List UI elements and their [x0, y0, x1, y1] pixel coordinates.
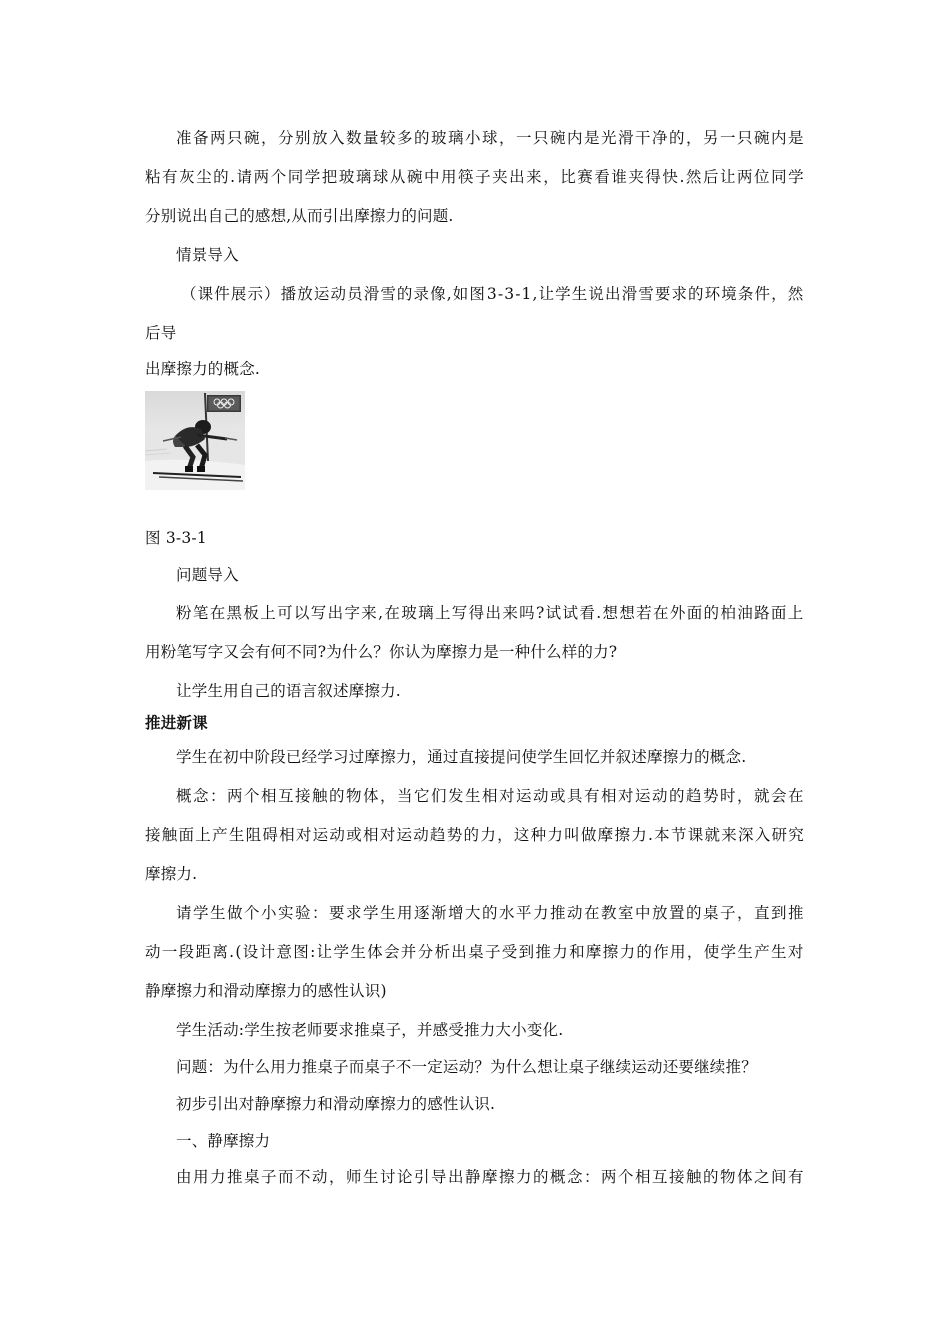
paragraph-line: 学生活动:学生按老师要求推桌子，并感受推力大小变化. — [176, 1021, 564, 1039]
paragraph-line: 出摩擦力的概念. — [145, 360, 261, 378]
section-heading: 一、静摩擦力 — [176, 1132, 271, 1150]
paragraph-line: 概 念 ： 两 个 相 互 接 触 的 物 体 ， 当 它 们 发 生 相 对 运 动 或 具 有 相 对 运 动 的 趋 势 时 ， 就 会 在 — [176, 787, 804, 805]
paragraph-line: 动 一 段 距 离 . ( 设 计 意 图 : 让 学 生 体 会 并 分 析 出 桌 子 受 到 推 力 和 摩 擦 力 的 作 用 ， 使 学 生 产 生 对 — [145, 943, 804, 961]
paragraph-line: 摩擦力. — [145, 865, 198, 883]
paragraph-line: 接 触 面 上 产 生 阻 碍 相 对 运 动 或 相 对 运 动 趋 势 的 力 ， 这 种 力 叫 做 摩 擦 力 . 本 节 课 就 来 深 入 研 究 — [145, 826, 804, 844]
paragraph-line: 学生在初中阶段已经学习过摩擦力，通过直接提问使学生回忆并叙述摩擦力的概念. — [176, 748, 747, 766]
paragraph-line: 问题：为什么用力推桌子而桌子不一定运动？为什么想让桌子继续运动还要继续推？ — [176, 1058, 757, 1076]
skier-photo — [145, 391, 245, 490]
section-heading-bold: 推进新课 — [145, 714, 208, 732]
paragraph-line: 准 备 两 只 碗 ， 分 别 放 入 数 量 较 多 的 玻 璃 小 球 ， 一 只 碗 内 是 光 滑 干 净 的 ， 另 一 只 碗 内 是 — [176, 129, 804, 147]
section-heading: 问题导入 — [176, 566, 239, 584]
paragraph-line: 由 用 力 推 桌 子 而 不 动 ， 师 生 讨 论 引 导 出 静 摩 擦 力 的 概 念 ： 两 个 相 互 接 触 的 物 体 之 间 有 — [176, 1168, 804, 1186]
paragraph-line: 请 学 生 做 个 小 实 验 ： 要 求 学 生 用 逐 渐 增 大 的 水 平 力 推 动 在 教 室 中 放 置 的 桌 子 ， 直 到 推 — [176, 904, 804, 922]
paragraph-line: 让学生用自己的语言叙述摩擦力. — [176, 682, 401, 700]
section-heading: 情景导入 — [176, 246, 239, 264]
paragraph-line: 粉 笔 在 黑 板 上 可 以 写 出 字 来 , 在 玻 璃 上 写 得 出 来 吗 ? 试 试 看 . 想 想 若 在 外 面 的 柏 油 路 面 上 — [176, 604, 804, 622]
paragraph-line: （ 课 件 展 示 ） 播 放 运 动 员 滑 雪 的 录 像 , 如 图 3 - 3 - 1 , 让 学 生 说 出 滑 雪 要 求 的 环 境 条 件 ， 然 — [181, 285, 804, 303]
paragraph-line: 用粉笔写字又会有何不同?为什么？你认为摩擦力是一种什么样的力? — [145, 643, 618, 661]
paragraph-line: 后导 — [145, 324, 177, 342]
paragraph-line: 粘 有 灰 尘 的 . 请 两 个 同 学 把 玻 璃 球 从 碗 中 用 筷 子 夹 出 来 ， 比 赛 看 谁 夹 得 快 . 然 后 让 两 位 同 学 — [145, 168, 804, 186]
skier-icon — [145, 391, 245, 490]
paragraph-line: 静摩擦力和滑动摩擦力的感性认识) — [145, 982, 387, 1000]
figure-caption: 图 3-3-1 — [145, 529, 207, 547]
paragraph-line: 分别说出自己的感想,从而引出摩擦力的问题. — [145, 207, 454, 225]
paragraph-line: 初步引出对静摩擦力和滑动摩擦力的感性认识. — [176, 1095, 496, 1113]
